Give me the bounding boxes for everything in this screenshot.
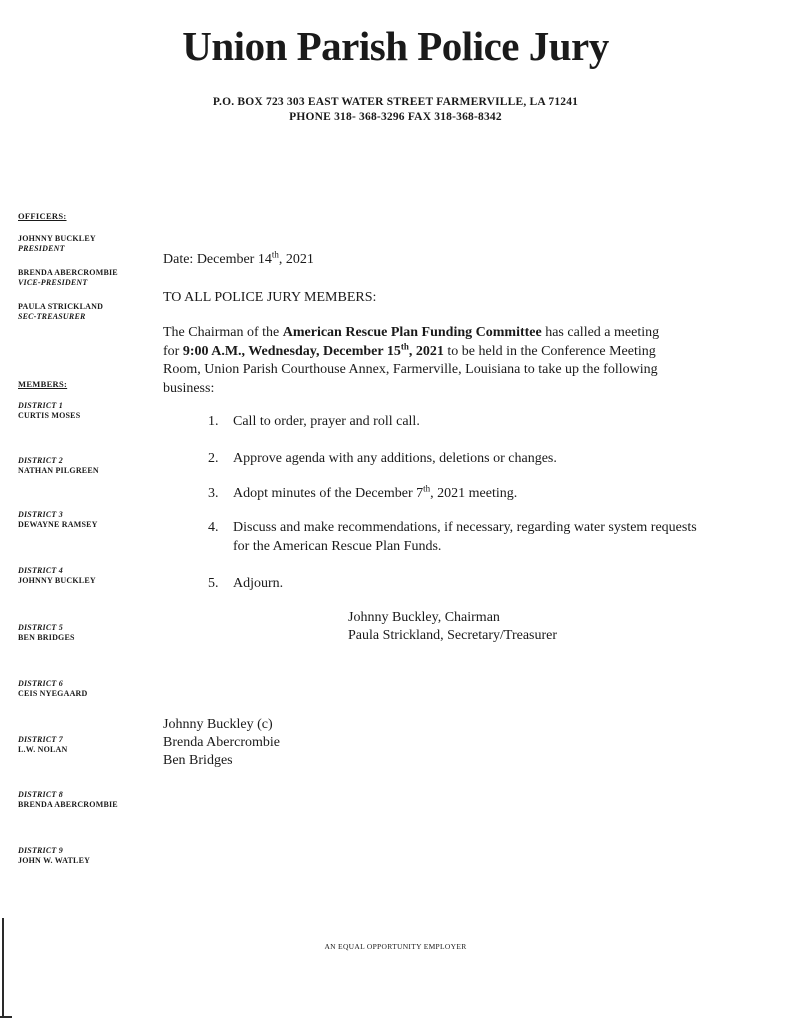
agenda-number: 5.	[208, 576, 219, 591]
members-heading: MEMBERS:	[18, 379, 68, 389]
officer-role: PRESIDENT	[18, 244, 65, 253]
date-sup: th	[271, 249, 279, 260]
member-district: DISTRICT 9	[18, 846, 63, 855]
member-name: JOHNNY BUCKLEY	[18, 576, 96, 585]
member-name: BRENDA ABERCROMBIE	[18, 800, 118, 809]
scan-edge-line	[2, 918, 4, 1018]
agenda-number: 1.	[208, 414, 219, 429]
member-name: L.W. NOLAN	[18, 745, 68, 754]
date-year: , 2021	[278, 252, 314, 267]
letterhead-title: Union Parish Police Jury	[182, 23, 609, 69]
salutation: TO ALL POLICE JURY MEMBERS:	[163, 290, 377, 305]
agenda-text: Call to order, prayer and roll call.	[233, 414, 420, 429]
member-district: DISTRICT 7	[18, 735, 63, 744]
committee-member: Johnny Buckley (c)	[163, 717, 273, 732]
member-district: DISTRICT 5	[18, 623, 63, 632]
member-name: BEN BRIDGES	[18, 633, 75, 642]
agenda-number: 4.	[208, 520, 219, 535]
officer-name: PAULA STRICKLAND	[18, 302, 104, 311]
member-name: DEWAYNE RAMSEY	[18, 520, 98, 529]
agenda-text-part: Adopt minutes of the December 7	[233, 486, 424, 501]
officer-name: JOHNNY BUCKLEY	[18, 234, 96, 243]
agenda-text-part: , 2021 meeting.	[430, 486, 518, 501]
agenda-text	[233, 485, 703, 504]
member-name: JOHN W. WATLEY	[18, 856, 91, 865]
officer-role: VICE-PRESIDENT	[18, 278, 88, 287]
signature-secretary: Paula Strickland, Secretary/Treasurer	[348, 628, 558, 643]
member-district: DISTRICT 6	[18, 679, 63, 688]
officer-role: SEC-TREASURER	[18, 312, 86, 321]
date-text: Date: December 14	[163, 252, 272, 267]
meeting-time-text: 9:00 A.M., Wednesday, December 15	[182, 343, 401, 359]
meeting-time-year: , 2021	[408, 343, 444, 359]
para-text: The Chairman of the	[163, 325, 283, 340]
meeting-time-sup: th	[400, 340, 409, 351]
officer-name: BRENDA ABERCROMBIE	[18, 268, 118, 277]
agenda-text: Adjourn.	[233, 576, 284, 591]
para-text: has called a meeting for	[163, 325, 660, 359]
meeting-paragraph	[163, 324, 663, 398]
member-district: DISTRICT 2	[18, 456, 63, 465]
letter-date	[163, 251, 314, 270]
member-name: NATHAN PILGREEN	[18, 466, 99, 475]
letterhead-address: P.O. BOX 723 303 EAST WATER STREET FARMERVILLE, LA 71241	[212, 96, 579, 108]
agenda-text: Approve agenda with any additions, deletions or changes.	[233, 451, 557, 466]
agenda-text: Discuss and make recommendations, if necessary, regarding water system requests for the American Rescue Plan Funds.	[233, 520, 697, 554]
officers-heading: OFFICERS:	[18, 211, 67, 221]
footer-employer: AN EQUAL OPPORTUNITY EMPLOYER	[324, 942, 467, 951]
member-district: DISTRICT 3	[18, 510, 63, 519]
scan-edge-corner	[0, 1016, 12, 1018]
agenda-number: 2.	[208, 451, 219, 466]
member-district: DISTRICT 8	[18, 790, 63, 799]
agenda-number: 3.	[208, 486, 219, 501]
meeting-time	[182, 340, 444, 359]
para-text: to be held in the Conference Meeting Room, Union Parish Courthouse Annex, Farmerville, Louisiana to take up the following business:	[163, 343, 658, 396]
letterhead-phone: PHONE 318- 368-3296 FAX 318-368-8342	[289, 111, 502, 123]
committee-name: American Rescue Plan Funding Committee	[282, 325, 542, 340]
member-district: DISTRICT 1	[18, 401, 63, 410]
agenda-text-sup: th	[423, 483, 431, 494]
member-district: DISTRICT 4	[18, 566, 63, 575]
member-name: CEIS NYEGAARD	[18, 689, 88, 698]
committee-member: Ben Bridges	[163, 753, 233, 768]
committee-member: Brenda Abercrombie	[163, 735, 281, 750]
member-name: CURTIS MOSES	[18, 411, 81, 420]
signature-chairman: Johnny Buckley, Chairman	[348, 610, 500, 625]
